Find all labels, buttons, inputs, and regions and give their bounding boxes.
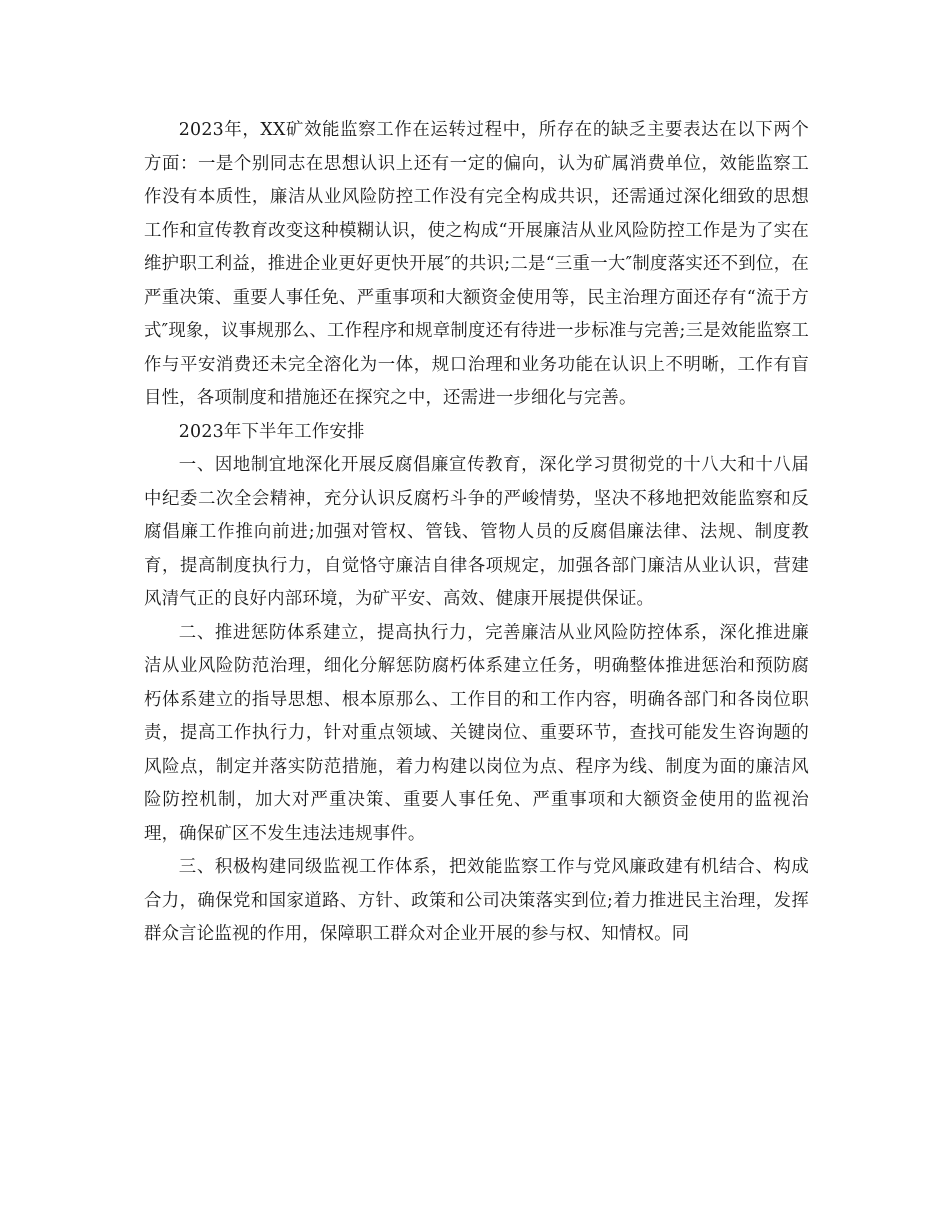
section-heading-work-plan: 2023年下半年工作安排: [178, 421, 365, 442]
paragraph-deficiencies: 2023年，XX矿效能监察工作在运转过程中，所存在的缺乏主要表达在以下两个方面：一是个别同志在思想认识上还有一定的偏向，认为矿属消费单位，效能监察工作没有本质性，廉洁从业风险防控工作没有完全构成共识，还需通过深化细致的思想工作和宣传教育改变这种模糊认识，使之构成“开展廉洁从业风险防控工作是为了实在维护职工利益，推进企业更好更快开展″的共识;二是“三重一大″制度落实还不到位，在严重决策、重要人事任免、严重事项和大额资金使用等，民主治理方面还存有“流于方式″现象，议事规那么、工作程序和规章制度还有待进一步标准与完善;三是效能监察工作与平安消费还未完全溶化为一体，规口治理和业务功能在认识上不明晰，工作有盲目性，各项制度和措施还在探究之中，还需进一步细化与完善。: [144, 120, 809, 408]
paragraph-item-1: 一、因地制宜地深化开展反腐倡廉宣传教育，深化学习贯彻党的十八大和十八届中纪委二次全会精神，充分认识反腐朽斗争的严峻情势，坚决不移地把效能监察和反腐倡廉工作推向前进;加强对管权、管钱、管物人员的反腐倡廉法律、法规、制度教育，提高制度执行力，自觉恪守廉洁自律各项规定，加强各部门廉洁从业认识，营建风清气正的良好内部环境，为矿平安、高效、健康开展提供保证。: [144, 455, 809, 609]
paragraph-item-3: 三、积极构建同级监视工作体系，把效能监察工作与党风廉政建有机结合、构成合力，确保党和国家道路、方针、政策和公司决策落实到位;着力推进民主治理，发挥群众言论监视的作用，保障职工群众对企业开展的参与权、知情权。同: [144, 857, 809, 944]
document-page: [144, 114, 809, 952]
paragraph-item-2: 二、推进惩防体系建立，提高执行力，完善廉洁从业风险防控体系，深化推进廉洁从业风险防范治理，细化分解惩防腐朽体系建立任务，明确整体推进惩治和预防腐朽体系建立的指导思想、根本原那么、工作目的和工作内容，明确各部门和各岗位职责，提高工作执行力，针对重点领域、关键岗位、重要环节，查找可能发生咨询题的风险点，制定并落实防范措施，着力构建以岗位为点、程序为线、制度为面的廉洁风险防控机制，加大对严重决策、重要人事任免、严重事项和大额资金使用的监视治理，确保矿区不发生违法违规事件。: [144, 622, 809, 844]
